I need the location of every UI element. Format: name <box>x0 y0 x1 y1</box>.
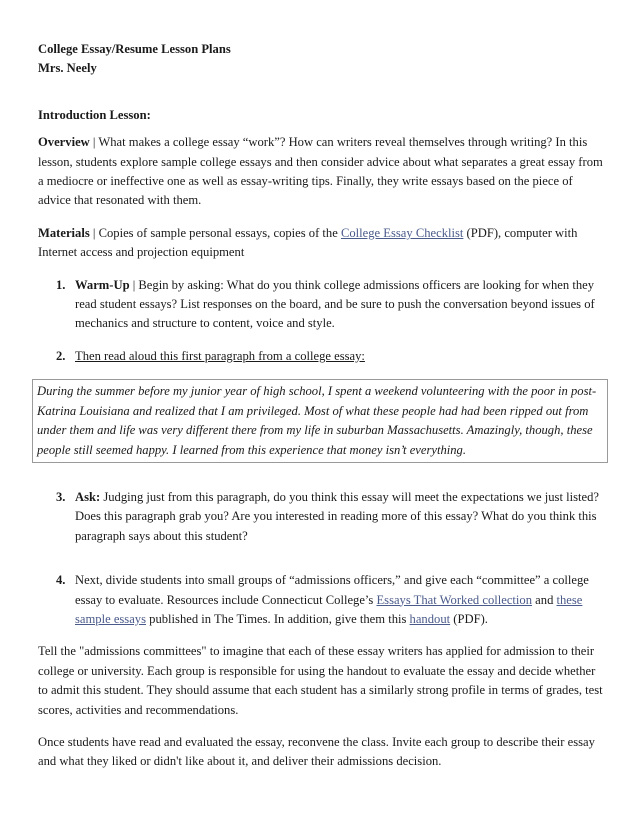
materials-text-after: (PDF), computer with Internet access and projection equipment <box>38 225 578 260</box>
step-3-label: Ask: <box>75 489 101 504</box>
document-page <box>38 40 604 772</box>
step-4-text-mid2: published in The Times. In addition, give them this <box>146 611 410 626</box>
handout-link[interactable]: handout <box>409 611 451 626</box>
step-1 <box>38 276 604 334</box>
sample-essay-quote: During the summer before my junior year of high school, I spent a weekend volunteering with the poor in post-Katrina Louisiana and realized that I am privileged. Most of what these people had had been ripped out from under them and life was very different there from my life in suburban Massachusetts. Amazingly, though, these people still seemed happy. I learned from this experience that money isn’t everything. <box>32 379 608 463</box>
overview-label: Overview <box>38 135 90 150</box>
step-4 <box>38 571 604 629</box>
closing-paragraph-1: Tell the "admissions committees" to imagine that each of these essay writers has applied for admission to their college or university. Each group is responsible for using the handout to evaluate the essay and decide whether to admit this student. They should assume that each student has a similarly strong profile in terms of grades, test scores, activities and recommendations. <box>38 644 603 717</box>
step-2 <box>38 347 604 366</box>
lesson-steps-list-continued <box>38 488 604 629</box>
step-3 <box>38 488 604 546</box>
document-author: Mrs. Neely <box>38 61 97 76</box>
step-2-text: Then read aloud this first paragraph from a college essay: <box>75 348 365 363</box>
materials-label: Materials <box>38 225 90 240</box>
essays-that-worked-link[interactable]: Essays That Worked collection <box>376 592 533 607</box>
lesson-steps-list <box>38 276 604 367</box>
overview-text: What makes a college essay “work”? How can writers reveal themselves through writing? In this lesson, students explore sample college essays and then consider advice about what separates a great essay from a mediocre or ineffective one as well as essay-writing tips. Finally, they write essays based on the piece of advice that resonated with them. <box>38 135 603 208</box>
step-1-label: Warm-Up <box>75 277 130 292</box>
step-4-text-mid1: and <box>532 592 557 607</box>
step-number: 2. <box>56 348 66 363</box>
step-number: 1. <box>56 277 66 292</box>
step-1-separator: | <box>129 277 139 292</box>
college-essay-checklist-link[interactable]: College Essay Checklist <box>340 225 464 240</box>
document-title: College Essay/Resume Lesson Plans <box>38 42 231 56</box>
step-3-text: Judging just from this paragraph, do you think this essay will meet the expectations we just listed? Does this paragraph grab you? Are you interested in reading more of this essay? What do you think this paragraph says about this student? <box>75 489 599 543</box>
section-heading: Introduction Lesson: <box>38 107 151 122</box>
overview-paragraph <box>38 133 604 211</box>
step-number: 4. <box>56 573 66 588</box>
sample-essays-link[interactable]: these sample essays <box>75 592 583 626</box>
step-1-text: Begin by asking: What do you think college admissions officers are looking for when they read student essays? List responses on the board, and be sure to push the conversation beyond issues of mechanics and structure to content, voice and style. <box>75 277 595 331</box>
overview-separator: | <box>89 135 99 150</box>
closing-paragraph-2: Once students have read and evaluated the essay, reconvene the class. Invite each group to describe their essay and what they liked or didn't like about it, and deliver their admissions decision. <box>38 734 595 769</box>
step-number: 3. <box>56 489 66 504</box>
materials-separator: | <box>89 225 99 240</box>
materials-text-before: Copies of sample personal essays, copies of the <box>98 225 341 240</box>
step-4-text-after: (PDF). <box>450 611 488 626</box>
materials-paragraph <box>38 224 604 263</box>
step-4-text-before: Next, divide students into small groups of “admissions officers,” and give each “committee” a college essay to evaluate. Resources include Connecticut College’s <box>75 573 589 607</box>
